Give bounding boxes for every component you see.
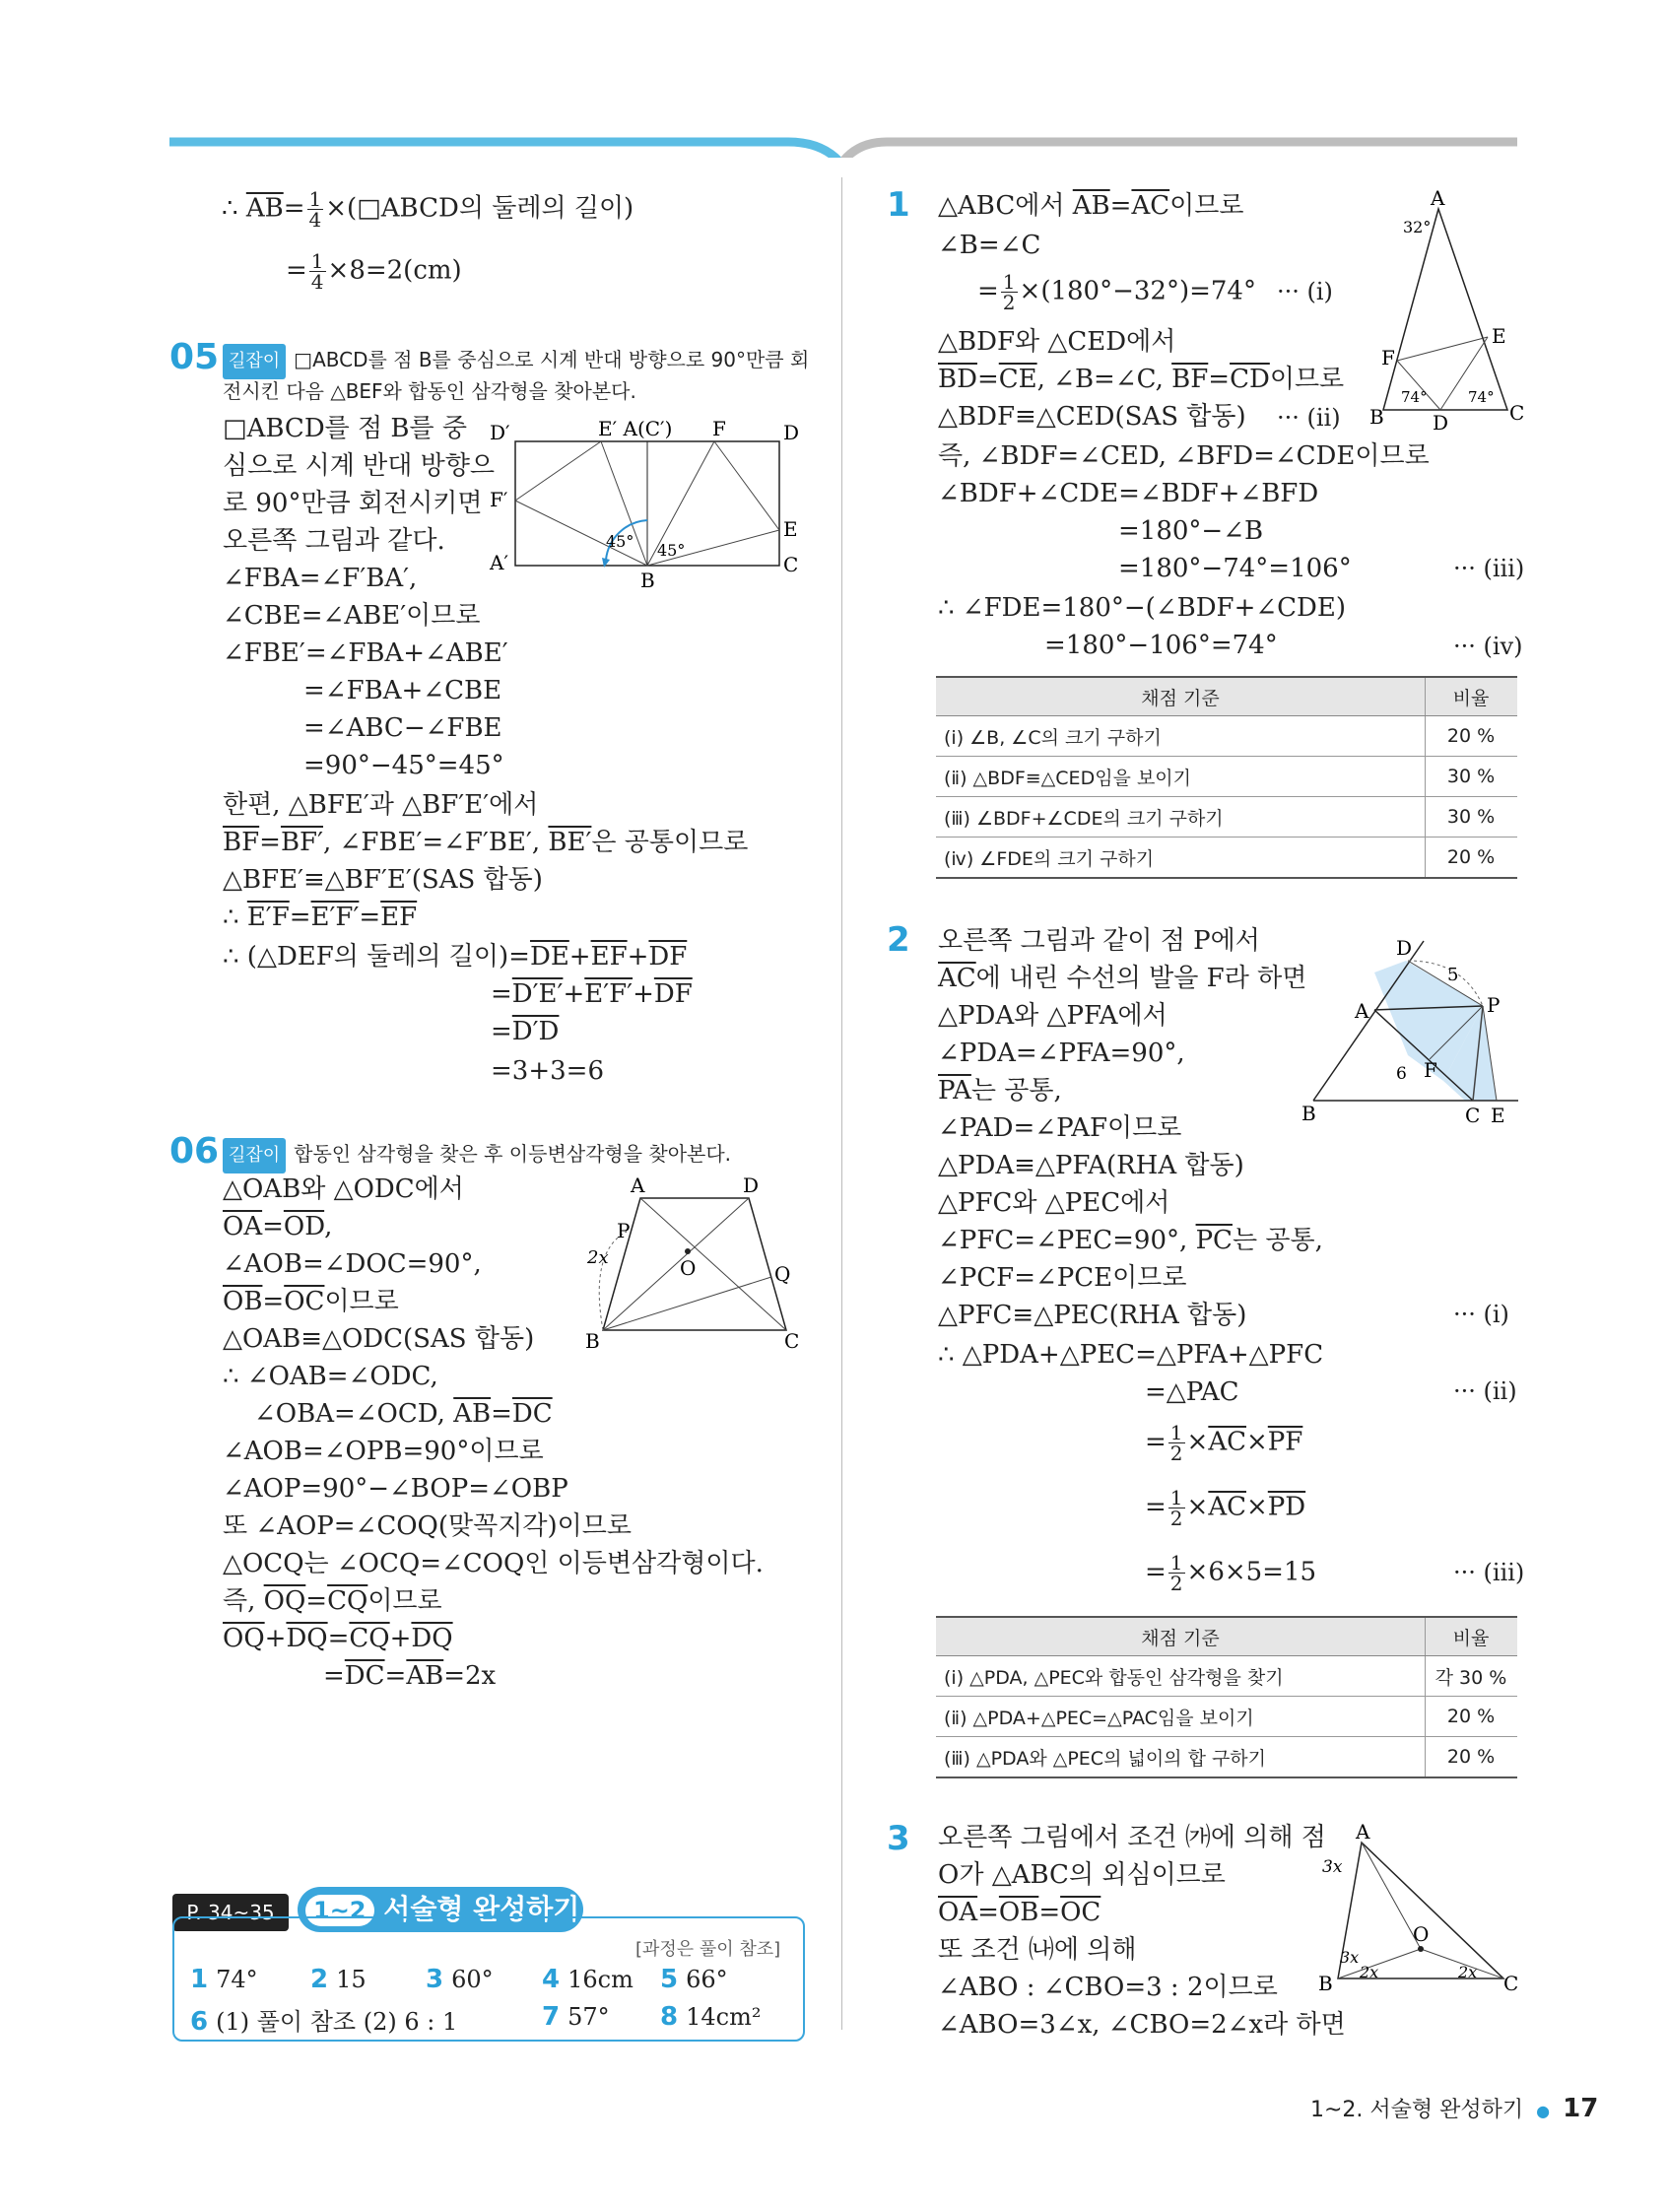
svg-text:C: C <box>783 553 799 576</box>
svg-text:F′: F′ <box>490 488 508 511</box>
triangle-figure-2 <box>1286 931 1532 1128</box>
svg-text:D: D <box>783 421 800 444</box>
table-row: (ⅲ) △PDA와 △PEC의 넓이의 합 구하기 20 % <box>936 1737 1517 1778</box>
problem-number: 05 <box>169 337 220 377</box>
page-footer: 1~2. 서술형 완성하기 ● 17 <box>1310 2094 1599 2123</box>
svg-text:D: D <box>1396 936 1413 960</box>
process-note: [과정은 풀이 참조] <box>635 1939 781 1960</box>
scoring-table-2: 채점 기준 비율 (ⅰ) △PDA, △PEC와 합동인 삼각형을 찾기 각 30 % (ⅱ) △PDA+△PEC=△PAC임을 보이기 20 % (ⅲ) △PDA와 △PEC의 넓이의 합 구하기 20 % <box>936 1616 1517 1778</box>
svg-text:A: A <box>1356 1823 1370 1843</box>
svg-text:A: A <box>1431 187 1445 210</box>
svg-text:74°: 74° <box>1401 388 1428 406</box>
svg-text:2x: 2x <box>1458 1963 1478 1981</box>
svg-text:E: E <box>1491 1104 1505 1127</box>
svg-text:P: P <box>617 1219 631 1242</box>
header-bars <box>0 0 1668 158</box>
svg-text:Q: Q <box>774 1262 791 1286</box>
svg-text:C: C <box>1465 1104 1481 1127</box>
svg-text:2x: 2x <box>587 1247 609 1268</box>
svg-text:A′: A′ <box>490 551 508 574</box>
triangle-figure-1 <box>1369 187 1527 443</box>
svg-text:D: D <box>1433 411 1449 435</box>
table-row: (ⅳ) ∠FDE의 크기 구하기 20 % <box>936 838 1517 879</box>
svg-text:F: F <box>1381 346 1395 369</box>
svg-text:45°: 45° <box>606 532 634 551</box>
table-row: (ⅱ) △PDA+△PEC=△PAC임을 보이기 20 % <box>936 1697 1517 1737</box>
svg-text:32°: 32° <box>1403 218 1432 236</box>
svg-text:C: C <box>784 1329 800 1350</box>
column-divider <box>841 177 842 2030</box>
svg-text:D: D <box>743 1173 760 1197</box>
svg-text:A: A <box>1355 999 1369 1023</box>
svg-text:F: F <box>1424 1058 1437 1082</box>
answer-item: 1 74° <box>190 1965 258 1994</box>
svg-text:D′: D′ <box>490 421 510 444</box>
svg-text:B: B <box>1318 1972 1333 1995</box>
svg-text:3x: 3x <box>1322 1857 1343 1877</box>
table-row: (ⅰ) ∠B, ∠C의 크기 구하기 20 % <box>936 716 1517 757</box>
guide-tag: 길잡이 <box>223 344 286 379</box>
answer-item: 8 14cm² <box>660 2002 762 2032</box>
svg-text:E: E <box>783 517 798 541</box>
svg-text:3x: 3x <box>1340 1948 1360 1967</box>
scoring-table-1: 채점 기준 비율 (ⅰ) ∠B, ∠C의 크기 구하기 20 % (ⅱ) △BDF≡△CED임을 보이기 30 % (ⅲ) ∠BDF+∠CDE의 크기 구하기 30 % (ⅳ) ∠FDE의 크기 구하기 20 % <box>936 676 1517 879</box>
problem-number: 06 <box>169 1131 220 1172</box>
svg-text:P: P <box>1487 993 1501 1017</box>
svg-text:45°: 45° <box>657 541 686 560</box>
svg-text:B: B <box>1301 1102 1316 1125</box>
problem-number: 2 <box>887 920 910 960</box>
svg-text:B: B <box>585 1329 600 1350</box>
answer-item: 7 57° <box>542 2002 610 2032</box>
table-row: (ⅲ) ∠BDF+∠CDE의 크기 구하기 30 % <box>936 797 1517 838</box>
svg-text:O: O <box>1413 1922 1430 1946</box>
svg-text:O: O <box>680 1256 697 1280</box>
page-number: 17 <box>1563 2094 1599 2123</box>
problem-number: 1 <box>887 185 910 225</box>
rotation-figure <box>488 412 813 594</box>
svg-text:2x: 2x <box>1360 1963 1379 1981</box>
svg-text:6: 6 <box>1396 1064 1407 1084</box>
page-ref: P. 34~35 <box>172 1894 289 1931</box>
table-row: (ⅱ) △BDF≡△CED임을 보이기 30 % <box>936 757 1517 797</box>
footer-bullet-icon: ● <box>1536 2102 1551 2120</box>
svg-text:A: A <box>631 1173 645 1197</box>
section-title: 1~2 서술형 완성하기 <box>298 1887 583 1932</box>
table-row: (ⅰ) △PDA, △PEC와 합동인 삼각형을 찾기 각 30 % <box>936 1656 1517 1697</box>
problem-number: 3 <box>887 1819 910 1858</box>
svg-text:C: C <box>1509 401 1525 425</box>
answer-item: 3 60° <box>426 1965 494 1994</box>
triangle-figure-3 <box>1310 1823 1522 1995</box>
guide-tag: 길잡이 <box>223 1138 286 1173</box>
answer-item: 6 (1) 풀이 참조 (2) 6 : 1 <box>190 2007 458 2037</box>
answer-item: 2 15 <box>310 1965 367 1994</box>
answer-item: 4 16cm <box>542 1965 634 1994</box>
svg-text:F: F <box>712 417 726 440</box>
svg-text:B: B <box>1369 405 1384 429</box>
svg-text:E′ A(C′): E′ A(C′) <box>598 417 673 440</box>
trapezoid-figure <box>579 1173 806 1350</box>
section-badge: 1~2 <box>305 1895 374 1926</box>
svg-text:5: 5 <box>1447 965 1459 985</box>
svg-text:C: C <box>1503 1972 1519 1995</box>
answer-item: 5 66° <box>660 1965 728 1994</box>
svg-text:E: E <box>1492 324 1506 348</box>
svg-text:74°: 74° <box>1468 388 1495 406</box>
svg-text:B: B <box>640 569 655 592</box>
